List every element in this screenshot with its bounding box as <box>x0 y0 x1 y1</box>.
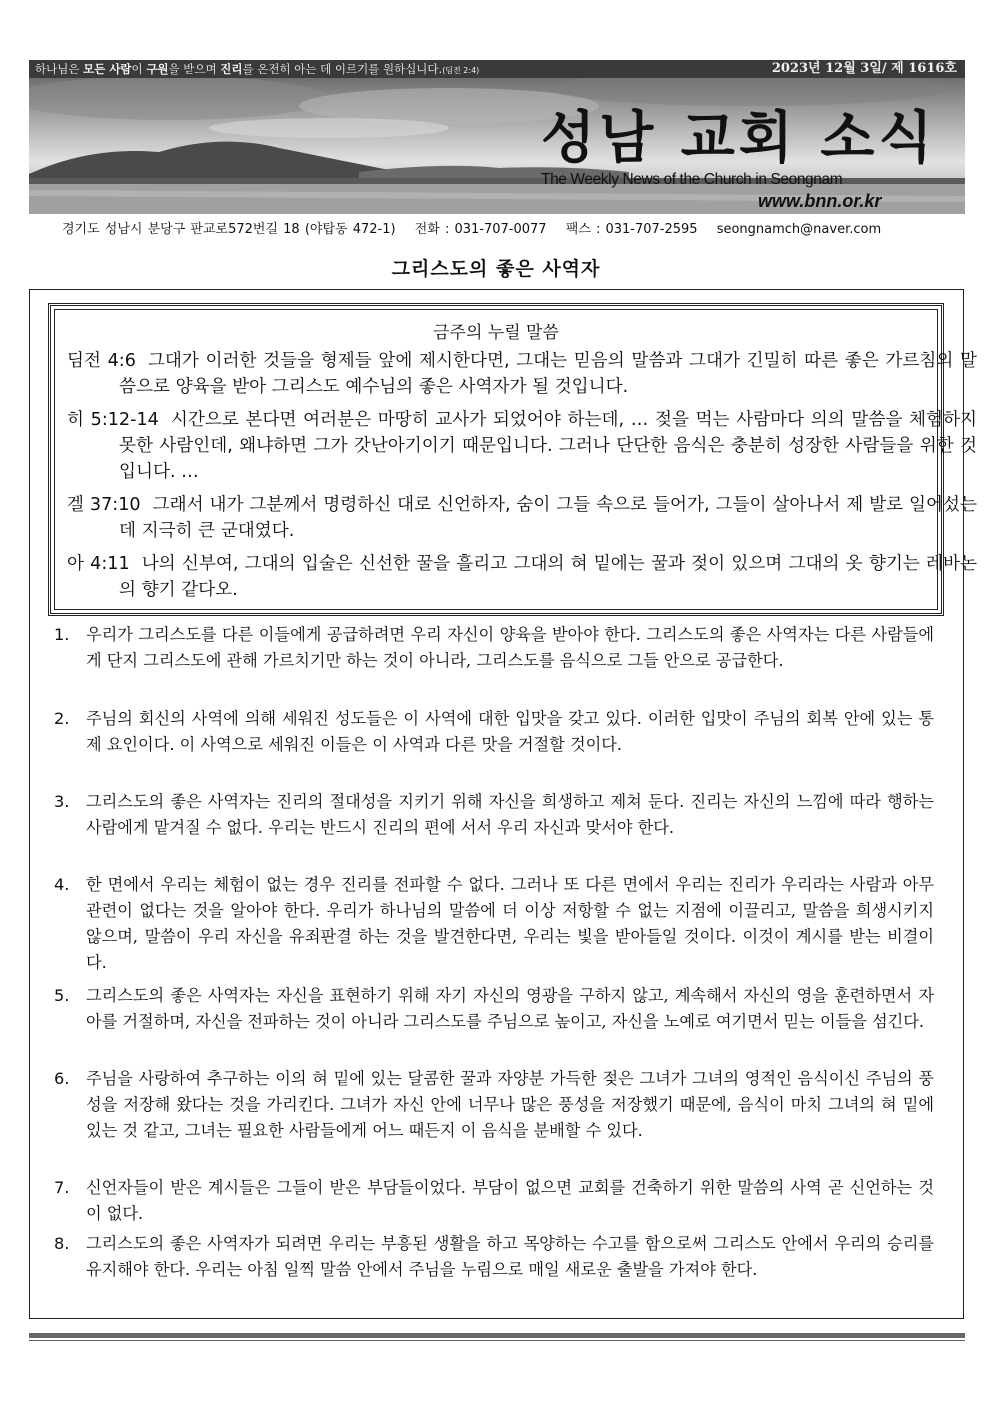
point-text: 주님의 회신의 사역에 의해 세워진 성도들은 이 사역에 대한 입맛을 갖고 있다. 이러한 입맛이 주님의 회복 안에 있는 통제 요인이다. 이 사역으로 세워진 이들은 이 사역과 다른 맛을 거절할 것이다. <box>86 709 934 754</box>
verse-text: 그래서 내가 그분께서 명령하신 대로 신언하자, 숨이 그들 속으로 들어가, 그들이 살아나서 제 발로 일어섰는데 지극히 큰 군대였다. <box>119 495 978 541</box>
verse-ref: 딤전 4:6 <box>67 351 136 371</box>
point-number: 5. <box>54 986 70 1005</box>
issue-date: 2023년 12월 3일/ 제 1616호 <box>771 61 957 76</box>
newsletter-subtitle: The Weekly News of the Church in Seongnam <box>541 171 843 188</box>
website-link[interactable]: www.bnn.or.kr <box>758 191 882 211</box>
fax-text: 팩스 : 031-707-2595 <box>565 222 698 237</box>
point-number: 3. <box>54 792 70 811</box>
verse-ref: 히 5:12-14 <box>67 410 159 430</box>
verse-emphasis: 진리 <box>220 62 243 76</box>
verse-emphasis: 모든 사람 <box>83 62 132 76</box>
point-number: 4. <box>54 875 70 894</box>
message-point <box>54 789 934 841</box>
header-verse-bar <box>29 60 965 78</box>
verse-text: 시간으로 본다면 여러분은 마땅히 교사가 되었어야 하는데, … 젖을 먹는 사람마다 의의 말씀을 체험하지 못한 사람인데, 왜냐하면 그가 갓난아기이기 때문입니다. 그러나 단단한 음식은 충분히 성장한 사람들을 위한 것입니다. … <box>119 410 977 482</box>
message-point <box>54 706 934 758</box>
message-point <box>54 983 934 1035</box>
message-point <box>54 622 934 674</box>
verse-item <box>67 348 977 400</box>
point-number: 8. <box>54 1234 70 1253</box>
point-text: 한 면에서 우리는 체험이 없는 경우 진리를 전파할 수 없다. 그러나 또 다른 면에서 우리는 진리가 우리라는 사람과 아무 관련이 없다는 것을 알아야 한다. 우리가 하나님의 말씀에 더 이상 저항할 수 없는 지점에 이끌리고, 말씀을 희생시키지 않으며, 말씀이 우리 자신을 유죄판결 하는 것을 발견한다면, 우리는 빛을 받아들일 것이다. 이것이 계시를 받는 비결이다. <box>86 875 934 972</box>
verse-text: 그대가 이러한 것들을 형제들 앞에 제시한다면, 그대는 믿음의 말씀과 그대가 긴밀히 따른 좋은 가르침의 말씀으로 양육을 받아 그리스도 예수님의 좋은 사역자가 될 것입니다. <box>119 351 978 397</box>
footer-rule <box>29 1340 965 1341</box>
message-point <box>54 1231 934 1283</box>
newsletter-title: 성남 교회 소식 <box>541 106 937 171</box>
verse-text: 하나님은 <box>35 62 84 76</box>
verse-emphasis: 구원 <box>146 62 169 76</box>
point-number: 1. <box>54 625 70 644</box>
point-text: 그리스도의 좋은 사역자는 진리의 절대성을 지키기 위해 자신을 희생하고 제쳐 둔다. 진리는 자신의 느낌에 따라 행하는 사람에게 맡겨질 수 없다. 우리는 반드시 진리의 편에 서서 우리 자신과 맞서야 한다. <box>86 792 934 837</box>
verses-box-title: 금주의 누릴 말씀 <box>433 323 559 343</box>
verse-item <box>67 407 977 485</box>
point-text: 그리스도의 좋은 사역자는 자신을 표현하기 위해 자기 자신의 영광을 구하지 않고, 계속해서 자신의 영을 훈련하면서 자아를 거절하며, 자신을 전파하는 것이 아니라 그리스도를 주님으로 높이고, 자신을 노예로 여기면서 믿는 이들을 섬긴다. <box>86 986 934 1031</box>
phone-text: 전화 : 031-707-0077 <box>414 222 547 237</box>
point-number: 7. <box>54 1178 70 1197</box>
verse-ref: 아 4:11 <box>67 554 130 574</box>
masthead-banner <box>29 78 965 214</box>
verse-item <box>67 551 977 603</box>
verse-text: 나의 신부여, 그대의 입술은 신선한 꿀을 흘리고 그대의 혀 밑에는 꿀과 젖이 있으며 그대의 옷 향기는 레바논의 향기 같다오. <box>119 554 977 600</box>
weekly-verses-box <box>48 303 978 616</box>
verse-text: 를 온전히 아는 데 이르기를 원하십니다. <box>242 62 443 76</box>
point-text: 주님을 사랑하여 추구하는 이의 혀 밑에 있는 달콤한 꿀과 자양분 가득한 젖은 그녀가 그녀의 영적인 음식이신 주님의 풍성을 저장해 왔다는 것을 가리킨다. 그녀가 자신 안에 너무나 많은 풍성을 저장했기 때문에, 음식이 마치 그녀의 혀 밑에 있는 것 같고, 그녀는 필요한 사람들에게 어느 때든지 이 음식을 분배할 수 있다. <box>86 1069 934 1140</box>
verse-item <box>67 492 977 544</box>
message-point <box>54 872 934 976</box>
point-text: 우리가 그리스도를 다른 이들에게 공급하려면 우리 자신이 양육을 받아야 한다. 그리스도의 좋은 사역자는 다른 사람들에게 단지 그리스도에 관해 가르치기만 하는 것이 아니라, 그리스도를 음식으로 그들 안으로 공급한다. <box>86 625 934 670</box>
point-text: 그리스도의 좋은 사역자가 되려면 우리는 부흥된 생활을 하고 목양하는 수고를 함으로써 그리스도 안에서 우리의 승리를 유지해야 한다. 우리는 아침 일찍 말씀 안에서 주님을 누림으로 매일 새로운 출발을 가져야 한다. <box>86 1234 934 1279</box>
contact-line <box>62 218 881 237</box>
verse-reference: (딤전 2:4) <box>442 66 480 75</box>
verse-text: 을 받으며 <box>168 62 221 76</box>
verse-text: 이 <box>131 62 147 76</box>
address-text: 경기도 성남시 분당구 판교로572번길 18 (야탑동 472-1) <box>62 222 396 237</box>
message-point <box>54 1066 934 1144</box>
verse-ref: 겔 37:10 <box>67 495 141 515</box>
page-title: 그리스도의 좋은 사역자 <box>391 258 601 280</box>
point-text: 신언자들이 받은 계시들은 그들이 받은 부담들이었다. 부담이 없으면 교회를 건축하기 위한 말씀의 사역 곧 신언하는 것이 없다. <box>86 1178 934 1223</box>
message-point <box>54 1175 934 1227</box>
email-link[interactable]: seongnamch@naver.com <box>716 222 882 237</box>
point-number: 6. <box>54 1069 70 1088</box>
point-number: 2. <box>54 709 70 728</box>
footer-rule <box>29 1333 965 1338</box>
header-verse <box>35 60 479 80</box>
